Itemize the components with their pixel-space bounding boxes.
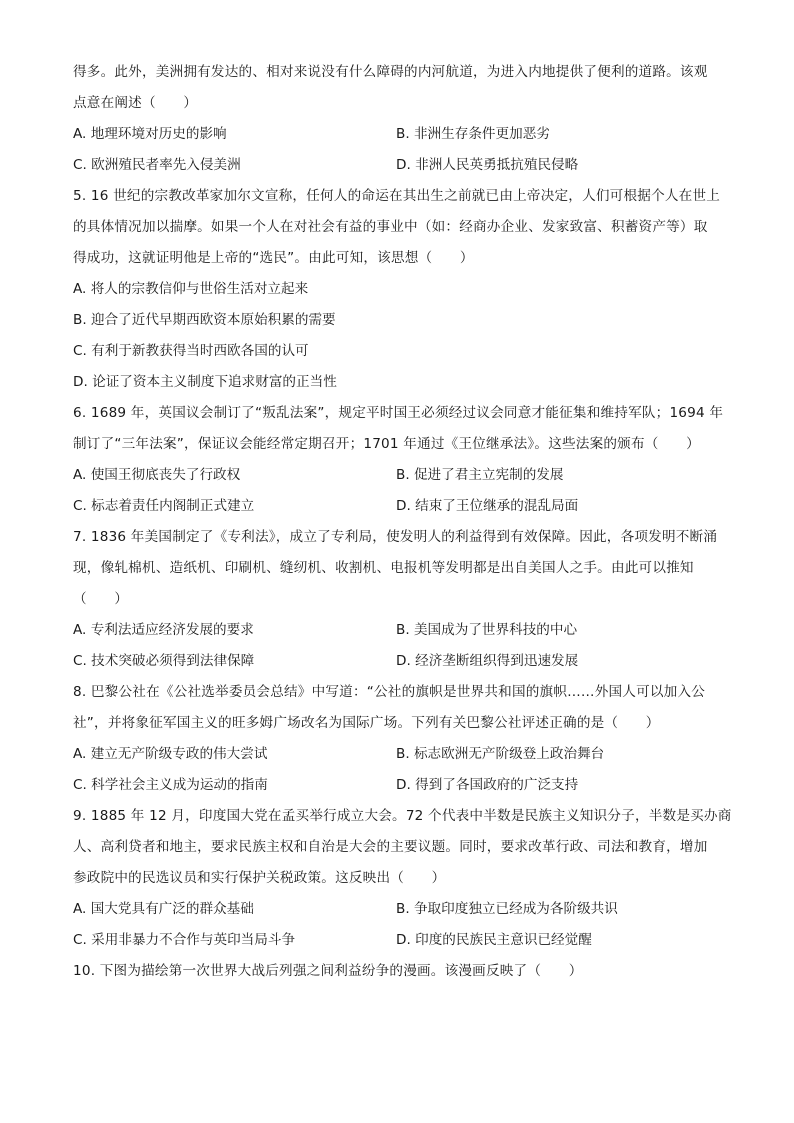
q7-stem-line-2: 现，像轧棉机、造纸机、印刷机、缝纫机、收割机、电报机等发明都是出自美国人之手。由此可以推知 — [73, 560, 694, 576]
q8-option-c[interactable]: C. 科学社会主义成为运动的指南 — [73, 777, 268, 793]
q7-option-d[interactable]: D. 经济垄断组织得到迅速发展 — [396, 653, 579, 669]
q5-stem-line-2: 的具体情况加以揣摩。如果一个人在对社会有益的事业中（如：经商办企业、发家致富、积蓄资产等）取 — [73, 219, 708, 235]
q6-stem-line-2: 制订了“三年法案”，保证议会能经常定期召开；1701 年通过《王位继承法》。这些法案的颁布（ ） — [73, 436, 700, 452]
q8-option-b[interactable]: B. 标志欧洲无产阶级登上政治舞台 — [396, 746, 605, 762]
q5-option-b[interactable]: B. 迎合了近代早期西欧资本原始积累的需要 — [73, 312, 336, 328]
q8-option-d[interactable]: D. 得到了各国政府的广泛支持 — [396, 777, 579, 793]
q6-stem-line-1: 6. 1689 年，英国议会制订了“叛乱法案”，规定平时国王必须经过议会同意才能征集和维持军队；1694 年 — [73, 405, 724, 421]
q5-option-c[interactable]: C. 有利于新教获得当时西欧各国的认可 — [73, 343, 309, 359]
q10-stem-line-1: 10. 下图为描绘第一次世界大战后列强之间利益纷争的漫画。该漫画反映了（ ） — [73, 963, 583, 979]
q8-stem-line-1: 8. 巴黎公社在《公社选举委员会总结》中写道：“公社的旗帜是世界共和国的旗帜……外国人可以加入公 — [73, 684, 706, 700]
q5-stem-line-1: 5. 16 世纪的宗教改革家加尔文宣称，任何人的命运在其出生之前就已由上帝决定，人们可根据个人在世上 — [73, 188, 721, 204]
q7-option-b[interactable]: B. 美国成为了世界科技的中心 — [396, 622, 578, 638]
q8-stem-line-2: 社”，并将象征军国主义的旺多姆广场改名为国际广场。下列有关巴黎公社评述正确的是（ ） — [73, 715, 660, 731]
q9-option-c[interactable]: C. 采用非暴力不合作与英印当局斗争 — [73, 932, 296, 948]
q6-option-c[interactable]: C. 标志着责任内阁制正式建立 — [73, 498, 255, 514]
q7-stem-line-1: 7. 1836 年美国制定了《专利法》，成立了专利局，使发明人的利益得到有效保障。因此，各项发明不断涌 — [73, 529, 718, 545]
q6-option-a[interactable]: A. 使国王彻底丧失了行政权 — [73, 467, 241, 483]
q7-option-c[interactable]: C. 技术突破必须得到法律保障 — [73, 653, 255, 669]
q7-stem-line-3: （ ） — [73, 591, 129, 607]
q4-stem-line-2: 点意在阐述（ ） — [73, 95, 198, 111]
q5-option-a[interactable]: A. 将人的宗教信仰与世俗生活对立起来 — [73, 281, 309, 297]
q9-option-d[interactable]: D. 印度的民族民主意识已经觉醒 — [396, 932, 592, 948]
q5-stem-line-3: 得成功，这就证明他是上帝的“选民”。由此可知，该思想（ ） — [73, 250, 474, 266]
q9-stem-line-2: 人、高利贷者和地主，要求民族主权和自治是大会的主要议题。同时，要求改革行政、司法和教育，增加 — [73, 839, 708, 855]
q9-stem-line-1: 9. 1885 年 12 月，印度国大党在孟买举行成立大会。72 个代表中半数是民族主义知识分子，半数是买办商 — [73, 808, 732, 824]
q9-option-b[interactable]: B. 争取印度独立已经成为各阶级共识 — [396, 901, 618, 917]
q4-option-c[interactable]: C. 欧洲殖民者率先入侵美洲 — [73, 157, 241, 173]
q9-option-a[interactable]: A. 国大党具有广泛的群众基础 — [73, 901, 254, 917]
q5-option-d[interactable]: D. 论证了资本主义制度下追求财富的正当性 — [73, 374, 337, 390]
q4-option-d[interactable]: D. 非洲人民英勇抵抗殖民侵略 — [396, 157, 579, 173]
q9-stem-line-3: 参政院中的民选议员和实行保护关税政策。这反映出（ ） — [73, 870, 446, 886]
q8-option-a[interactable]: A. 建立无产阶级专政的伟大尝试 — [73, 746, 268, 762]
q4-option-a[interactable]: A. 地理环境对历史的影响 — [73, 126, 227, 142]
q7-option-a[interactable]: A. 专利法适应经济发展的要求 — [73, 622, 254, 638]
q6-option-b[interactable]: B. 促进了君主立宪制的发展 — [396, 467, 564, 483]
q4-stem-line-1: 得多。此外，美洲拥有发达的、相对来说没有什么障碍的内河航道，为进入内地提供了便利的道路。该观 — [73, 64, 708, 80]
q4-option-b[interactable]: B. 非洲生存条件更加恶劣 — [396, 126, 550, 142]
q6-option-d[interactable]: D. 结束了王位继承的混乱局面 — [396, 498, 579, 514]
